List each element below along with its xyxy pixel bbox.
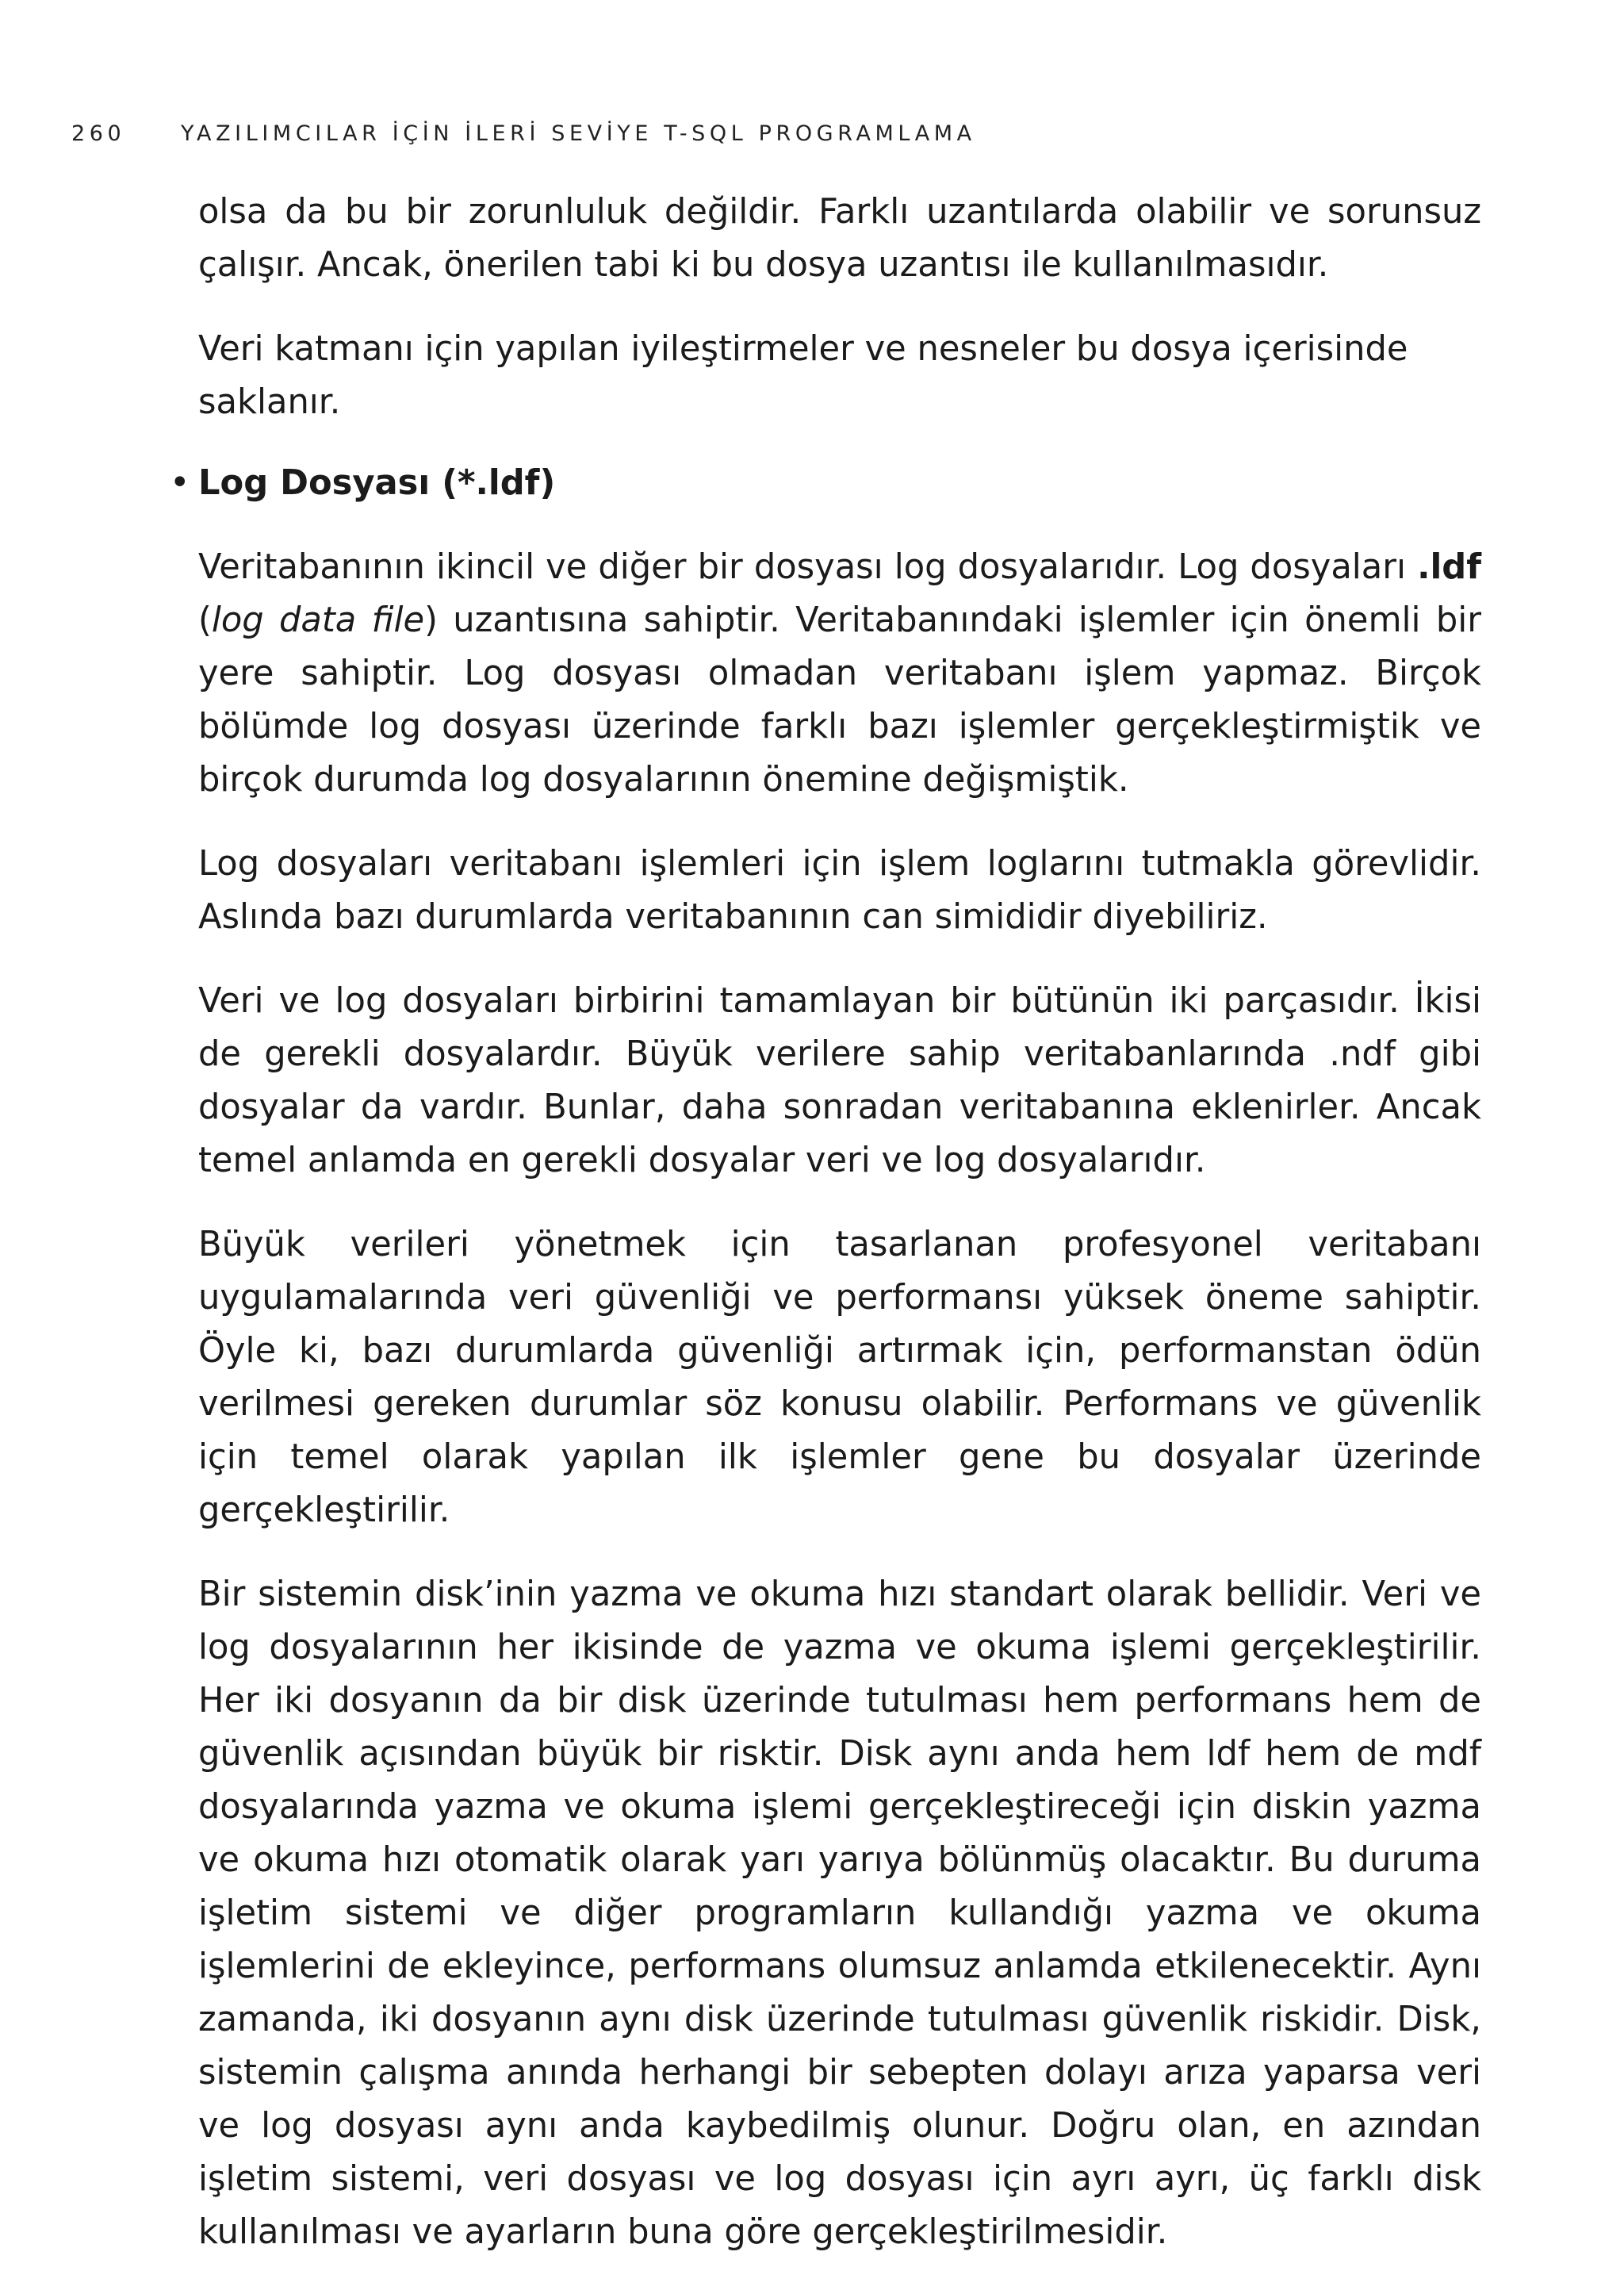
disk-speed-paragraph: Bir sistemin disk’inin yazma ve okuma hızı standart olarak bellidir. Veri ve log dosyalarının her ikisinde de yazma ve okuma işlemi gerçekleştirilir. Her iki dosyanın da bir disk üzerinde tutulması hem performans hem de güvenlik açısından büyük bir risktir. Disk aynı anda hem ldf hem de mdf dosyalarında yazma ve okuma işlemi gerçekleştireceği için diskin yazma ve okuma hızı otomatik olarak yarı yarıya bölünmüş olacaktır. Bu duruma işletim sistemi ve diğer programların kullandığı yazma ve okuma işlemlerini de ekleyince, performans olumsuz anlamda etkilenecektir. Aynı zamanda, iki dosyanın aynı disk üzerinde tutulması güvenlik riskidir. Disk, sistemin çalışma anında herhangi bir sebepten dolayı arıza yaparsa veri ve log dosyası aynı anda kaybedilmiş olunur. Doğru olan, en azından işletim sistemi, veri dosyası ve log dosyası için ayrı ayrı, üç farklı disk kullanılması ve ayarların buna göre gerçekleştirilmesidir. (198, 1575, 1481, 2252)
log-duty-paragraph: Log dosyaları veritabanı işlemleri için işlem loglarını tutmakla görevlidir. Aslında bazı durumlarda veritabanının can simididir diyebiliriz. (198, 844, 1481, 937)
page-number: 260 (71, 121, 126, 146)
bullet-icon: • (170, 463, 190, 503)
log-file-heading: Log Dosyası (*.ldf) (198, 463, 556, 503)
data-and-log-paragraph: Veri ve log dosyaları birbirini tamamlayan bir bütünün iki parçasıdır. İkisi de gerekli dosyalardır. Büyük verilere sahip veritabanlarında .ndf gibi dosyalar da vardır. Bunlar, daha sonradan veritabanına eklenirler. Ancak temel anlamda en gerekli dosyalar veri ve log dosyalarıdır. (198, 981, 1481, 1180)
log-intro-paren: ( (198, 600, 212, 640)
log-file-bullet (170, 457, 1481, 510)
log-data-file-term: log data file (211, 600, 425, 640)
running-header (71, 116, 1229, 152)
data-layer-paragraph: Veri katmanı için yapılan iyileştirmeler ve nesneler bu dosya içerisinde saklanır. (198, 329, 1408, 422)
log-intro-paragraph (198, 541, 1481, 807)
running-title: YAZILIMCILAR İÇİN İLERİ SEVİYE T-SQL PROGRAMLAMA (181, 121, 976, 146)
log-intro-rest: ) uzantısına sahiptir. Veritabanındaki işlemler için önemli bir yere sahiptir. Log dosyası olmadan veritabanı işlem yapmaz. Birçok bölümde log dosyası üzerinde farklı bazı işlemler gerçekleştirmiştik ve birçok durumda log dosyalarının önemine değişmiştik. (198, 600, 1481, 800)
big-data-paragraph: Büyük verileri yönetmek için tasarlanan profesyonel veritabanı uygulamalarında veri güvenliği ve performansı yüksek öneme sahiptir. Öyle ki, bazı durumlarda güvenliği artırmak için, performanstan ödün verilmesi gereken durumlar söz konusu olabilir. Performans ve güvenlik için temel olarak yapılan ilk işlemler gene bu dosyalar üzerinde gerçekleştirilir. (198, 1225, 1481, 1530)
log-intro-text: Veritabanının ikincil ve diğer bir dosyası log dosyalarıdır. Log dosyaları (198, 547, 1418, 587)
continuation-paragraph: olsa da bu bir zorunluluk değildir. Farklı uzantılarda olabilir ve sorunsuz çalışır. Ancak, önerilen tabi ki bu dosya uzantısı ile kullanılmasıdır. (198, 192, 1481, 285)
ldf-extension: .ldf (1417, 547, 1481, 587)
page-body (170, 186, 1481, 2290)
